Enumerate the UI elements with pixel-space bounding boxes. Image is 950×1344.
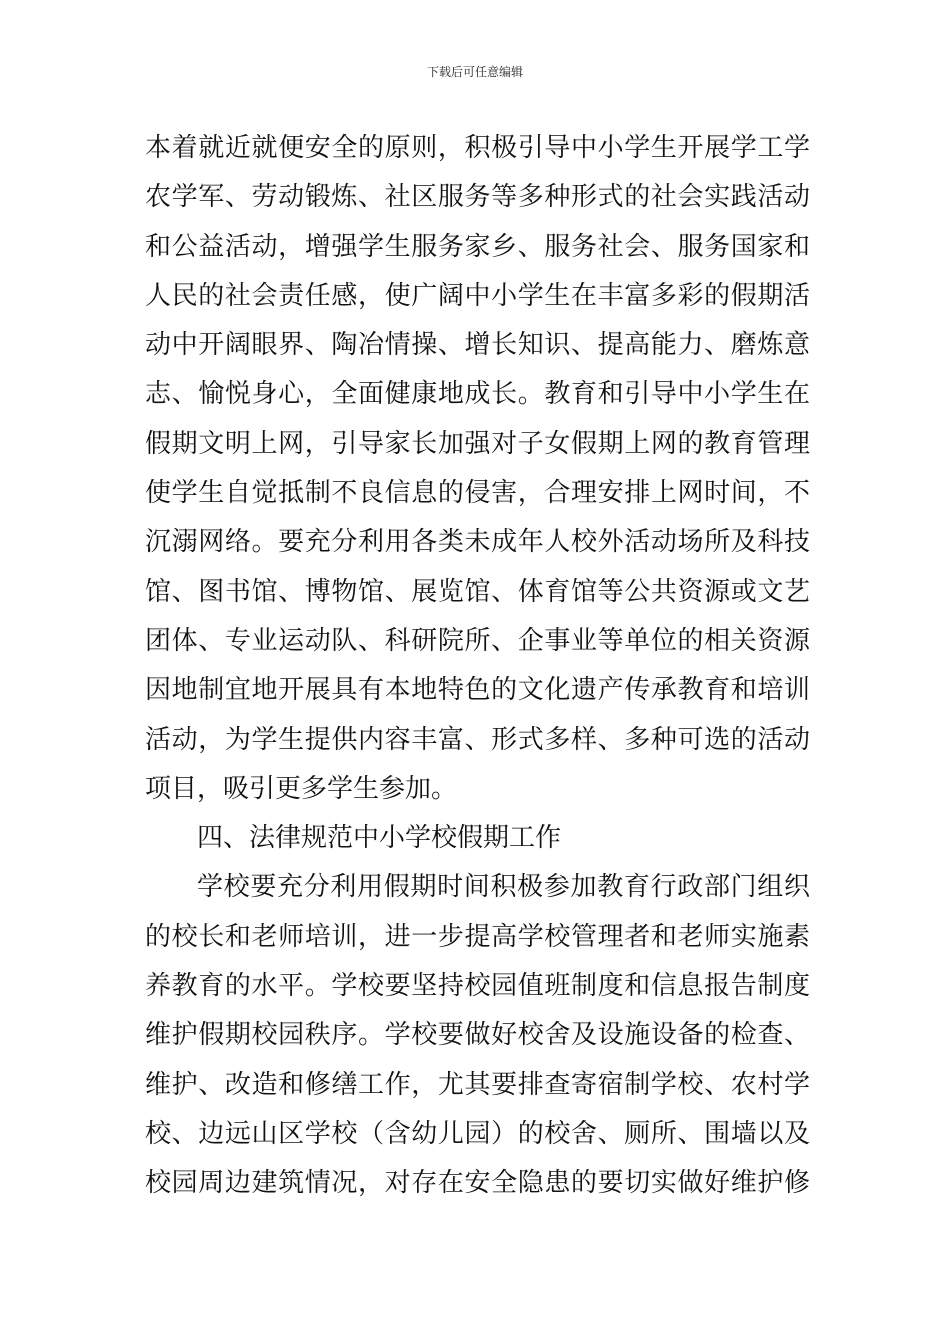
text-line: 沉溺网络。要充分利用各类未成年人校外活动场所及科技: [145, 527, 810, 558]
text-line: 学校要充分利用假期时间积极参加教育行政部门组织: [197, 872, 810, 903]
text-line: 假期文明上网，引导家长加强对子女假期上网的教育管理: [145, 428, 810, 459]
text-line: 志、愉悦身心，全面健康地成长。教育和引导中小学生在: [145, 379, 810, 410]
text-line: 养教育的水平。学校要坚持校园值班制度和信息报告制度: [145, 971, 810, 1002]
text-line: 维护假期校园秩序。学校要做好校舍及设施设备的检查、: [145, 1020, 810, 1051]
text-line: 因地制宜地开展具有本地特色的文化遗产传承教育和培训: [145, 675, 810, 706]
page-header: 下载后可任意编辑: [426, 65, 523, 79]
text-line: 和公益活动，增强学生服务家乡、服务社会、服务国家和: [145, 231, 810, 262]
text-line: 活动，为学生提供内容丰富、形式多样、多种可选的活动: [145, 724, 810, 755]
text-line: 校、边远山区学校（含幼儿园）的校舍、厕所、围墙以及: [145, 1118, 810, 1149]
text-line: 项目，吸引更多学生参加。: [145, 773, 458, 804]
text-line: 动中开阔眼界、陶冶情操、增长知识、提高能力、磨炼意: [145, 330, 810, 361]
text-line: 使学生自觉抵制不良信息的侵害，合理安排上网时间，不: [145, 478, 810, 509]
text-line: 的校长和老师培训，进一步提高学校管理者和老师实施素: [145, 921, 810, 952]
text-line: 维护、改造和修缮工作，尤其要排查寄宿制学校、农村学: [145, 1069, 810, 1100]
document-body: [145, 124, 810, 1209]
text-line: 本着就近就便安全的原则，积极引导中小学生开展学工学: [145, 133, 810, 163]
text-line: 人民的社会责任感，使广阔中小学生在丰富多彩的假期活: [145, 280, 810, 311]
text-line: 校园周边建筑情况，对存在安全隐患的要切实做好维护修: [145, 1168, 810, 1199]
text-line: 团体、专业运动队、科研院所、企事业等单位的相关资源: [145, 625, 810, 656]
section-heading: 四、法律规范中小学校假期工作: [197, 823, 562, 854]
text-line: 馆、图书馆、博物馆、展览馆、体育馆等公共资源或文艺: [145, 576, 810, 607]
text-line: 农学军、劳动锻炼、社区服务等多种形式的社会实践活动: [145, 182, 810, 213]
